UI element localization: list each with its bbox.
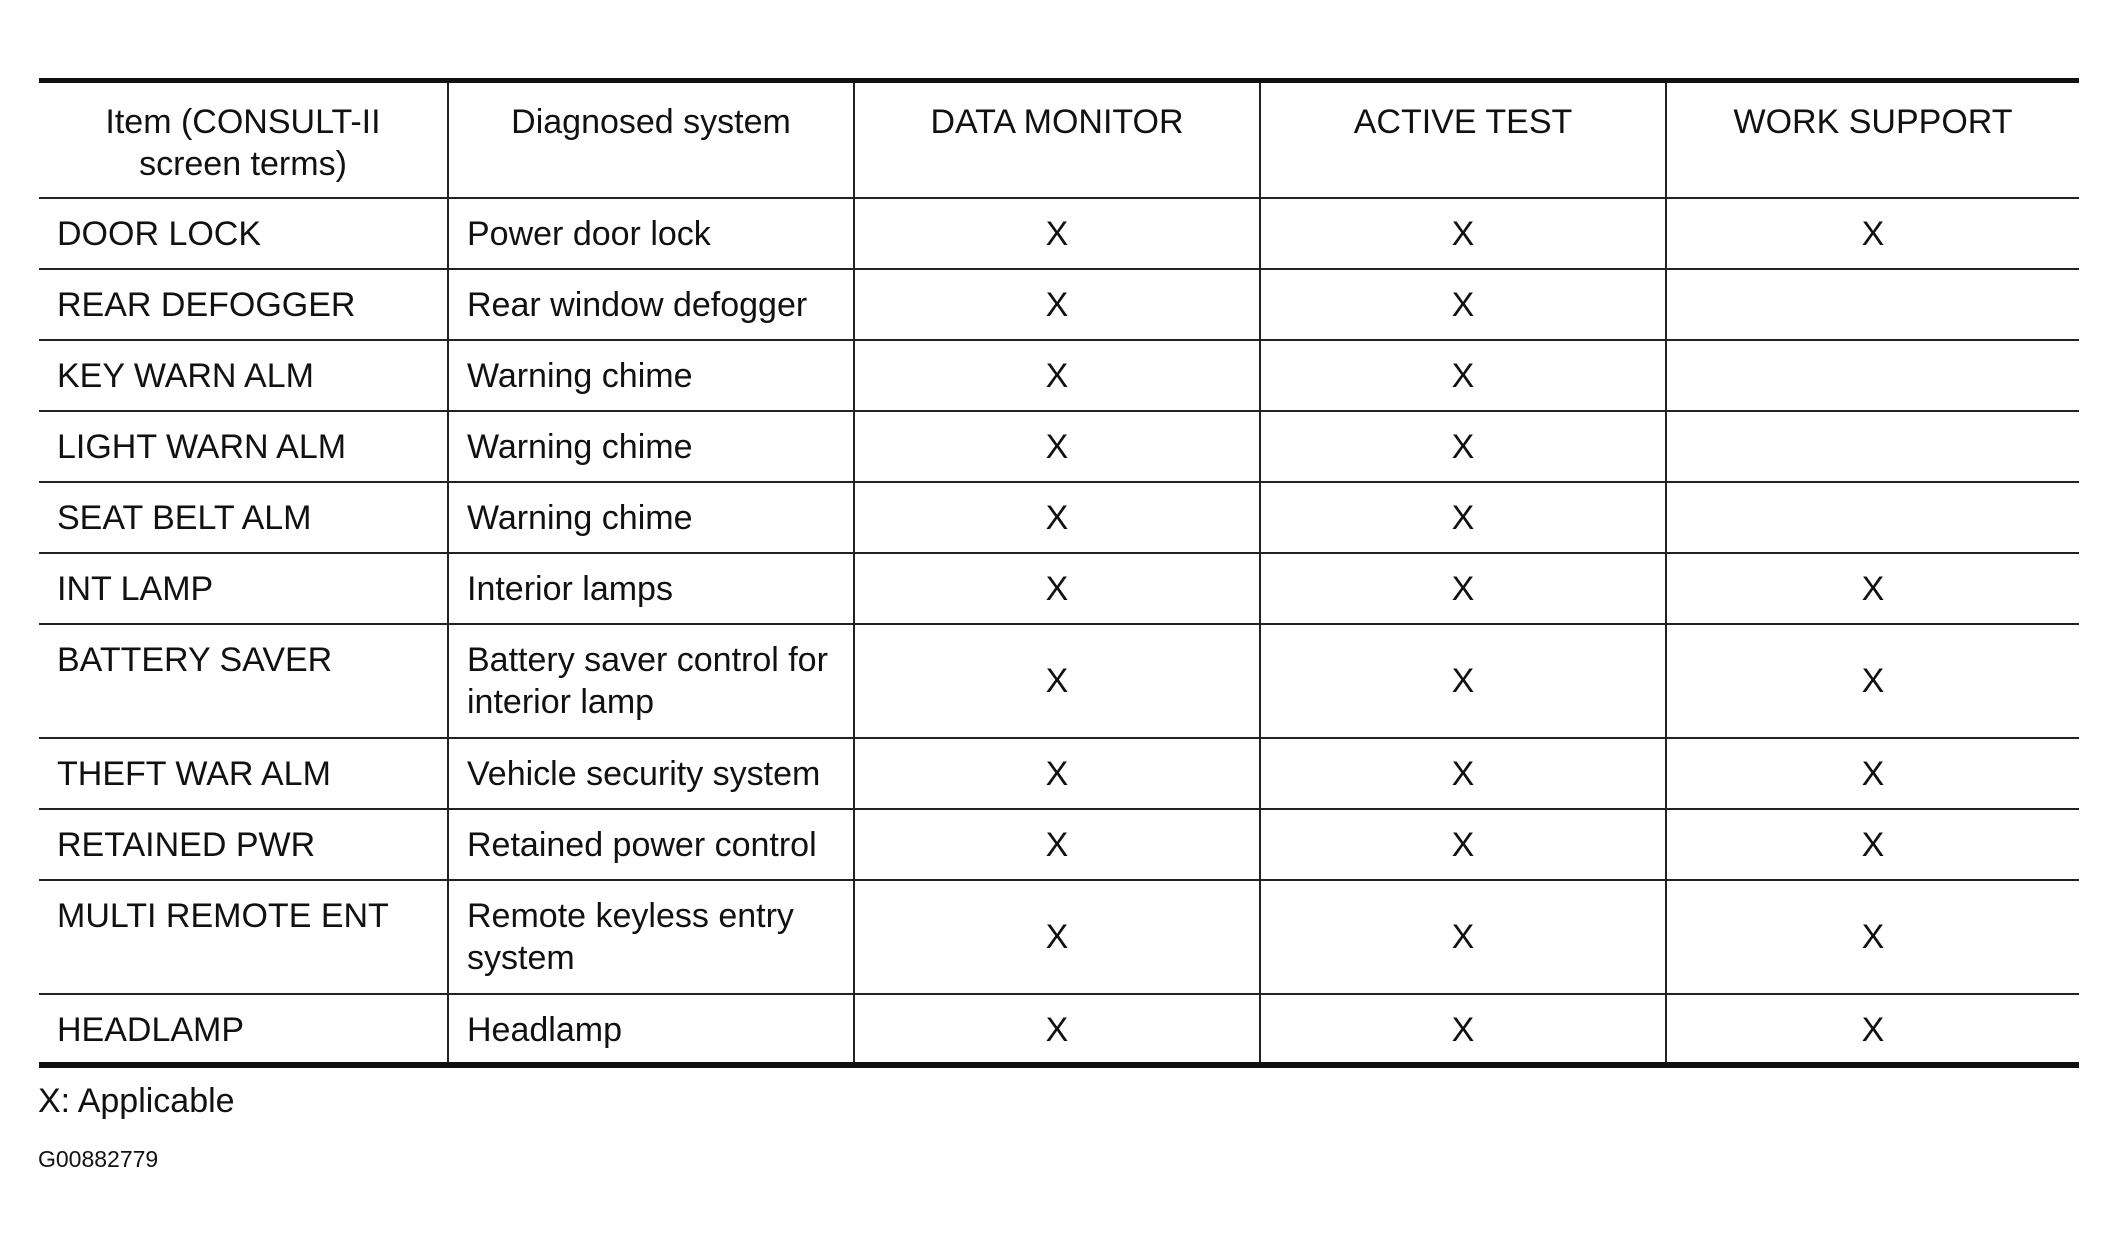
work-support-cell: X	[1666, 553, 2079, 624]
table-row	[39, 738, 2079, 809]
item-cell: DOOR LOCK	[39, 198, 448, 269]
table-row	[39, 553, 2079, 624]
system-cell: Headlamp	[448, 994, 854, 1065]
table-row	[39, 411, 2079, 482]
header-data-monitor: DATA MONITOR	[854, 81, 1260, 198]
item-cell: THEFT WAR ALM	[39, 738, 448, 809]
item-cell: RETAINED PWR	[39, 809, 448, 880]
table-row	[39, 340, 2079, 411]
data-monitor-cell: X	[854, 411, 1260, 482]
table-header-row	[39, 81, 2079, 198]
item-cell: REAR DEFOGGER	[39, 269, 448, 340]
diagnosis-table-container	[39, 78, 2079, 1068]
table-row	[39, 482, 2079, 553]
work-support-cell	[1666, 269, 2079, 340]
active-test-cell: X	[1260, 880, 1666, 994]
active-test-cell: X	[1260, 269, 1666, 340]
data-monitor-cell: X	[854, 340, 1260, 411]
header-item: Item (CONSULT-II screen terms)	[39, 81, 448, 198]
active-test-cell: X	[1260, 994, 1666, 1065]
data-monitor-cell: X	[854, 624, 1260, 738]
table-row	[39, 624, 2079, 738]
table-row	[39, 880, 2079, 994]
system-cell: Interior lamps	[448, 553, 854, 624]
work-support-cell: X	[1666, 624, 2079, 738]
item-cell: INT LAMP	[39, 553, 448, 624]
work-support-cell: X	[1666, 809, 2079, 880]
table-row	[39, 198, 2079, 269]
system-cell: Power door lock	[448, 198, 854, 269]
system-cell: Remote keyless entry system	[448, 880, 854, 994]
active-test-cell: X	[1260, 198, 1666, 269]
item-cell: LIGHT WARN ALM	[39, 411, 448, 482]
work-support-cell	[1666, 411, 2079, 482]
consult-ii-diagnosis-table	[39, 78, 2079, 1068]
active-test-cell: X	[1260, 411, 1666, 482]
item-cell: KEY WARN ALM	[39, 340, 448, 411]
system-cell: Vehicle security system	[448, 738, 854, 809]
header-active-test: ACTIVE TEST	[1260, 81, 1666, 198]
work-support-cell: X	[1666, 994, 2079, 1065]
system-cell: Retained power control	[448, 809, 854, 880]
header-work-support: WORK SUPPORT	[1666, 81, 2079, 198]
work-support-cell	[1666, 340, 2079, 411]
work-support-cell: X	[1666, 198, 2079, 269]
item-cell: SEAT BELT ALM	[39, 482, 448, 553]
work-support-cell	[1666, 482, 2079, 553]
item-cell: BATTERY SAVER	[39, 624, 448, 738]
item-cell: MULTI REMOTE ENT	[39, 880, 448, 994]
work-support-cell: X	[1666, 738, 2079, 809]
table-row	[39, 994, 2079, 1065]
data-monitor-cell: X	[854, 553, 1260, 624]
system-cell: Warning chime	[448, 482, 854, 553]
active-test-cell: X	[1260, 738, 1666, 809]
data-monitor-cell: X	[854, 994, 1260, 1065]
data-monitor-cell: X	[854, 880, 1260, 994]
active-test-cell: X	[1260, 482, 1666, 553]
active-test-cell: X	[1260, 809, 1666, 880]
data-monitor-cell: X	[854, 482, 1260, 553]
data-monitor-cell: X	[854, 198, 1260, 269]
system-cell: Warning chime	[448, 340, 854, 411]
system-cell: Rear window defogger	[448, 269, 854, 340]
header-diagnosed-system: Diagnosed system	[448, 81, 854, 198]
work-support-cell: X	[1666, 880, 2079, 994]
data-monitor-cell: X	[854, 269, 1260, 340]
system-cell: Warning chime	[448, 411, 854, 482]
figure-id: G00882779	[38, 1146, 159, 1172]
active-test-cell: X	[1260, 340, 1666, 411]
data-monitor-cell: X	[854, 809, 1260, 880]
legend-footnote: X: Applicable	[38, 1082, 235, 1120]
table-row	[39, 809, 2079, 880]
data-monitor-cell: X	[854, 738, 1260, 809]
item-cell: HEADLAMP	[39, 994, 448, 1065]
active-test-cell: X	[1260, 553, 1666, 624]
system-cell: Battery saver control for interior lamp	[448, 624, 854, 738]
table-row	[39, 269, 2079, 340]
active-test-cell: X	[1260, 624, 1666, 738]
